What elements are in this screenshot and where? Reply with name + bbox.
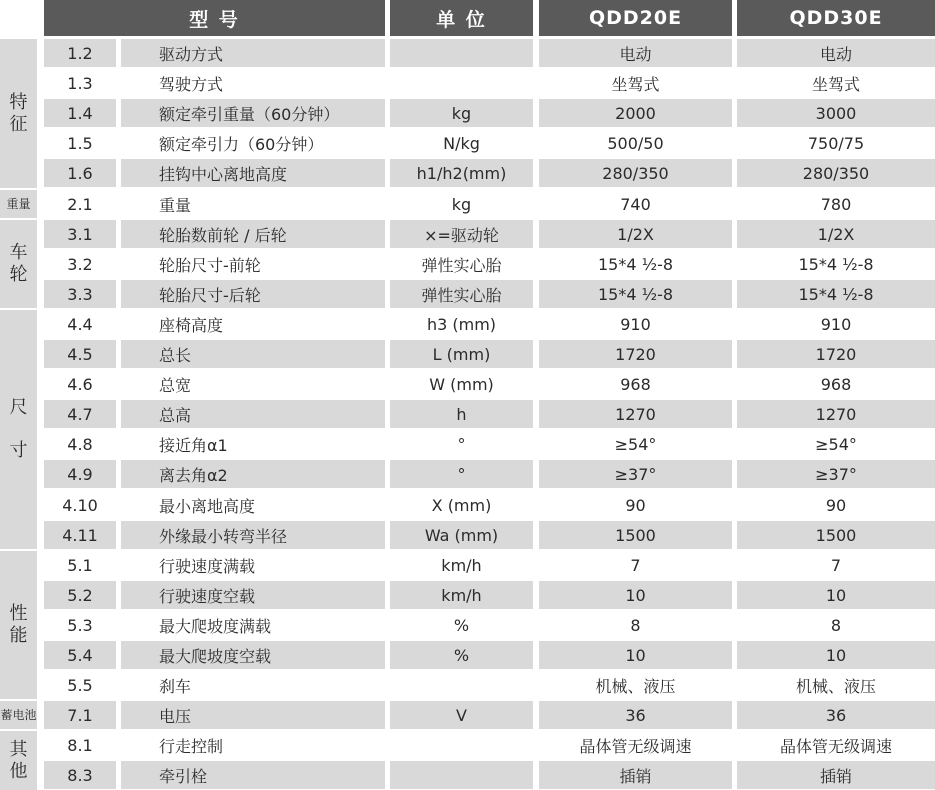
row-7-q20: 1/2X (539, 220, 732, 248)
row-17-unit: Wa (mm) (390, 521, 533, 549)
row-5-q20: 280/350 (539, 159, 732, 187)
row-19-num: 5.2 (44, 581, 116, 609)
row-13-name: 总高 (121, 400, 385, 428)
row-17-num: 4.11 (44, 521, 116, 549)
header-model: 型 号 (44, 0, 385, 36)
row-16-q20: 90 (539, 491, 732, 519)
row-3-q30: 3000 (737, 99, 935, 127)
row-8-num: 3.2 (44, 250, 116, 278)
row-2-name: 驾驶方式 (121, 69, 385, 97)
row-20-num: 5.3 (44, 611, 116, 639)
row-4-q20: 500/50 (539, 129, 732, 157)
group-label-6: 蓄电池 (0, 701, 37, 729)
row-20-q20: 8 (539, 611, 732, 639)
row-6-q30: 780 (737, 190, 935, 218)
row-1-name: 驱动方式 (121, 39, 385, 67)
row-12-unit: W (mm) (390, 370, 533, 398)
row-5-num: 1.6 (44, 159, 116, 187)
row-9-q20: 15*4 ½-8 (539, 280, 732, 308)
group-label-5: 性 能 (0, 551, 37, 699)
row-10-name: 座椅高度 (121, 310, 385, 338)
row-14-num: 4.8 (44, 430, 116, 458)
row-6-num: 2.1 (44, 190, 116, 218)
row-3-unit: kg (390, 99, 533, 127)
row-15-q20: ≥37° (539, 460, 732, 488)
row-14-name: 接近角α1 (121, 430, 385, 458)
row-5-unit: h1/h2(mm) (390, 159, 533, 187)
group-label-4: 尺 寸 (0, 310, 37, 549)
row-4-name: 额定牵引力（60分钟） (121, 129, 385, 157)
row-24-q20: 晶体管无级调速 (539, 731, 732, 759)
row-13-num: 4.7 (44, 400, 116, 428)
row-25-q30: 插销 (737, 761, 935, 789)
row-21-num: 5.4 (44, 641, 116, 669)
row-21-name: 最大爬坡度空载 (121, 641, 385, 669)
row-21-q30: 10 (737, 641, 935, 669)
row-9-num: 3.3 (44, 280, 116, 308)
row-18-num: 5.1 (44, 551, 116, 579)
row-5-q30: 280/350 (737, 159, 935, 187)
row-13-unit: h (390, 400, 533, 428)
row-1-q30: 电动 (737, 39, 935, 67)
row-23-q20: 36 (539, 701, 732, 729)
row-11-q20: 1720 (539, 340, 732, 368)
row-4-unit: N/kg (390, 129, 533, 157)
row-11-name: 总长 (121, 340, 385, 368)
row-1-q20: 电动 (539, 39, 732, 67)
row-9-unit: 弹性实心胎 (390, 280, 533, 308)
row-6-name: 重量 (121, 190, 385, 218)
row-19-name: 行驶速度空载 (121, 581, 385, 609)
row-2-unit (390, 69, 533, 97)
row-11-q30: 1720 (737, 340, 935, 368)
row-19-unit: km/h (390, 581, 533, 609)
row-13-q30: 1270 (737, 400, 935, 428)
row-16-num: 4.10 (44, 491, 116, 519)
row-7-unit: ×=驱动轮 (390, 220, 533, 248)
row-9-q30: 15*4 ½-8 (737, 280, 935, 308)
row-20-name: 最大爬坡度满载 (121, 611, 385, 639)
row-14-q20: ≥54° (539, 430, 732, 458)
row-2-num: 1.3 (44, 69, 116, 97)
group-label-1: 特 征 (0, 39, 37, 188)
row-25-name: 牵引栓 (121, 761, 385, 789)
row-10-unit: h3 (mm) (390, 310, 533, 338)
row-15-num: 4.9 (44, 460, 116, 488)
row-5-name: 挂钩中心离地高度 (121, 159, 385, 187)
row-24-q30: 晶体管无级调速 (737, 731, 935, 759)
row-22-q30: 机械、液压 (737, 671, 935, 699)
row-8-q20: 15*4 ½-8 (539, 250, 732, 278)
row-4-q30: 750/75 (737, 129, 935, 157)
row-12-num: 4.6 (44, 370, 116, 398)
row-23-name: 电压 (121, 701, 385, 729)
header-qdd30e: QDD30E (737, 0, 935, 36)
row-22-q20: 机械、液压 (539, 671, 732, 699)
row-25-q20: 插销 (539, 761, 732, 789)
row-3-q20: 2000 (539, 99, 732, 127)
row-20-q30: 8 (737, 611, 935, 639)
row-22-name: 刹车 (121, 671, 385, 699)
row-2-q30: 坐驾式 (737, 69, 935, 97)
row-19-q30: 10 (737, 581, 935, 609)
row-10-q30: 910 (737, 310, 935, 338)
row-7-name: 轮胎数前轮 / 后轮 (121, 220, 385, 248)
row-17-q20: 1500 (539, 521, 732, 549)
row-10-q20: 910 (539, 310, 732, 338)
row-18-name: 行驶速度满载 (121, 551, 385, 579)
group-label-7: 其 他 (0, 731, 37, 790)
row-8-name: 轮胎尺寸-前轮 (121, 250, 385, 278)
row-25-num: 8.3 (44, 761, 116, 789)
row-11-num: 4.5 (44, 340, 116, 368)
row-16-q30: 90 (737, 491, 935, 519)
row-23-unit: V (390, 701, 533, 729)
row-3-num: 1.4 (44, 99, 116, 127)
header-unit: 单 位 (390, 0, 533, 36)
row-11-unit: L (mm) (390, 340, 533, 368)
row-6-unit: kg (390, 190, 533, 218)
row-14-unit: ° (390, 430, 533, 458)
row-1-unit (390, 39, 533, 67)
row-21-unit: % (390, 641, 533, 669)
row-24-unit (390, 731, 533, 759)
row-16-name: 最小离地高度 (121, 491, 385, 519)
row-7-num: 3.1 (44, 220, 116, 248)
row-12-q20: 968 (539, 370, 732, 398)
row-20-unit: % (390, 611, 533, 639)
row-25-unit (390, 761, 533, 789)
row-12-name: 总宽 (121, 370, 385, 398)
row-17-q30: 1500 (737, 521, 935, 549)
row-6-q20: 740 (539, 190, 732, 218)
row-13-q20: 1270 (539, 400, 732, 428)
row-15-name: 离去角α2 (121, 460, 385, 488)
row-19-q20: 10 (539, 581, 732, 609)
row-9-name: 轮胎尺寸-后轮 (121, 280, 385, 308)
row-21-q20: 10 (539, 641, 732, 669)
row-2-q20: 坐驾式 (539, 69, 732, 97)
group-label-2: 重量 (0, 190, 37, 218)
row-17-name: 外缘最小转弯半径 (121, 521, 385, 549)
row-15-q30: ≥37° (737, 460, 935, 488)
row-8-q30: 15*4 ½-8 (737, 250, 935, 278)
row-22-num: 5.5 (44, 671, 116, 699)
row-16-unit: X (mm) (390, 491, 533, 519)
row-14-q30: ≥54° (737, 430, 935, 458)
row-22-unit (390, 671, 533, 699)
header-qdd20e: QDD20E (539, 0, 732, 36)
row-18-q30: 7 (737, 551, 935, 579)
row-24-name: 行走控制 (121, 731, 385, 759)
row-23-q30: 36 (737, 701, 935, 729)
row-12-q30: 968 (737, 370, 935, 398)
row-7-q30: 1/2X (737, 220, 935, 248)
row-23-num: 7.1 (44, 701, 116, 729)
row-1-num: 1.2 (44, 39, 116, 67)
row-8-unit: 弹性实心胎 (390, 250, 533, 278)
row-18-unit: km/h (390, 551, 533, 579)
group-label-3: 车 轮 (0, 220, 37, 308)
row-18-q20: 7 (539, 551, 732, 579)
row-3-name: 额定牵引重量（60分钟） (121, 99, 385, 127)
row-4-num: 1.5 (44, 129, 116, 157)
row-15-unit: ° (390, 460, 533, 488)
row-24-num: 8.1 (44, 731, 116, 759)
row-10-num: 4.4 (44, 310, 116, 338)
